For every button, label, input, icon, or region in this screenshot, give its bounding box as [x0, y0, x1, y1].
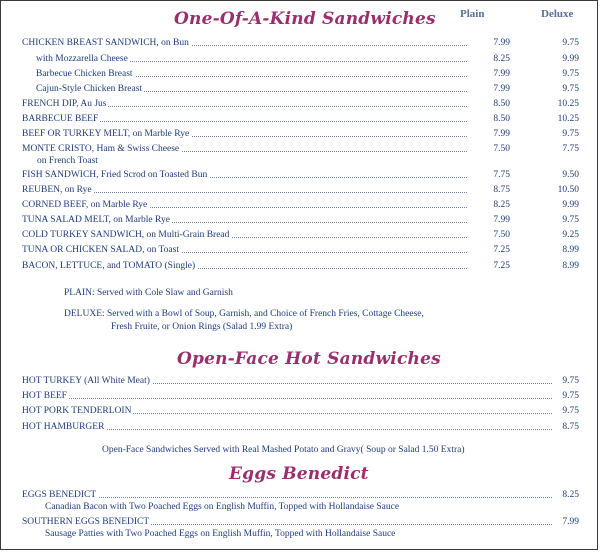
deluxe-price: 9.75 — [562, 69, 579, 79]
sandwich-row — [22, 213, 579, 228]
plain-price: 8.75 — [493, 185, 510, 195]
deluxe-note-line2: Fresh Fruite, or Onion Rings (Salad 1.99 Extra) — [111, 322, 293, 332]
sandwich-row — [22, 243, 579, 258]
sandwich-row — [22, 198, 579, 213]
sandwich-row — [22, 168, 579, 183]
eggs-row — [22, 488, 579, 503]
deluxe-price: 9.25 — [562, 230, 579, 240]
deluxe-price: 8.99 — [562, 245, 579, 255]
item-name: HOT PORK TENDERLOIN — [22, 404, 133, 419]
eggs-row — [22, 515, 579, 530]
deluxe-price: 10.25 — [557, 114, 579, 124]
dot-leader — [22, 497, 552, 498]
item-name: with Mozzarella Cheese — [36, 52, 130, 67]
item-price: 9.75 — [562, 376, 579, 386]
eggs-subline: Canadian Bacon with Two Poached Eggs on English Muffin, Topped with Hollandaise Sauce — [45, 502, 400, 512]
deluxe-price: 9.75 — [562, 38, 579, 48]
plain-price: 7.99 — [493, 215, 510, 225]
plain-price: 7.50 — [493, 230, 510, 240]
deluxe-price: 10.50 — [557, 185, 579, 195]
sandwich-row — [22, 127, 579, 142]
eggs-subline: Sausage Patties with Two Poached Eggs on English Muffin, Topped with Hollandaise Sauce — [45, 529, 396, 539]
open-face-row — [22, 420, 579, 435]
plain-price: 8.50 — [493, 99, 510, 109]
item-name: FRENCH DIP, Au Jus — [22, 97, 108, 112]
item-name: TUNA SALAD MELT, on Marble Rye — [22, 213, 172, 228]
item-name: MONTE CRISTO, Ham & Swiss Cheese — [22, 142, 181, 157]
item-price: 9.75 — [562, 406, 579, 416]
item-name: HOT HAMBURGER — [22, 420, 106, 435]
deluxe-price: 9.99 — [562, 200, 579, 210]
sandwich-row — [22, 183, 579, 198]
item-price: 8.75 — [562, 422, 579, 432]
item-name: CHICKEN BREAST SANDWICH, on Bun — [22, 36, 191, 51]
dot-leader — [22, 398, 552, 399]
item-price: 9.75 — [562, 391, 579, 401]
plain-price: 8.50 — [493, 114, 510, 124]
plain-header: Plain — [460, 8, 485, 20]
sandwich-row — [22, 36, 579, 51]
item-name: BEEF OR TURKEY MELT, on Marble Rye — [22, 127, 191, 142]
deluxe-price: 9.75 — [562, 84, 579, 94]
deluxe-price: 8.99 — [562, 261, 579, 271]
item-name: REUBEN, on Rye — [22, 183, 94, 198]
plain-price: 7.99 — [493, 84, 510, 94]
item-name: Barbecue Chicken Breast — [36, 67, 135, 82]
sandwiches-title: One-Of-A-Kind Sandwiches — [174, 9, 436, 29]
plain-price: 7.25 — [493, 261, 510, 271]
open-face-row — [22, 404, 579, 419]
item-price: 7.99 — [562, 517, 579, 527]
sandwich-row — [22, 142, 579, 157]
open-face-row — [22, 374, 579, 389]
plain-price: 8.25 — [493, 200, 510, 210]
sandwich-row — [22, 259, 579, 274]
open-face-row — [22, 389, 579, 404]
plain-price: 7.75 — [493, 170, 510, 180]
open-face-title: Open-Face Hot Sandwiches — [177, 349, 441, 369]
sandwich-row — [22, 112, 579, 127]
deluxe-header: Deluxe — [541, 8, 574, 20]
plain-price: 7.25 — [493, 245, 510, 255]
plain-price: 8.25 — [493, 54, 510, 64]
sandwich-subline: on French Toast — [37, 156, 98, 166]
item-name: HOT BEEF — [22, 389, 69, 404]
eggs-title: Eggs Benedict — [229, 464, 369, 484]
deluxe-price: 7.75 — [562, 144, 579, 154]
deluxe-price: 9.50 — [562, 170, 579, 180]
item-name: COLD TURKEY SANDWICH, on Multi-Grain Bread — [22, 228, 231, 243]
sandwich-row — [22, 52, 579, 67]
deluxe-note-line1: DELUXE: Served with a Bowl of Soup, Garnish, and Choice of French Fries, Cottage Cheese, — [64, 309, 424, 319]
plain-price: 7.99 — [493, 129, 510, 139]
deluxe-price: 9.75 — [562, 129, 579, 139]
open-face-note: Open-Face Sandwiches Served with Real Mashed Potato and Gravy( Soup or Salad 1.50 Extra) — [102, 445, 465, 455]
sandwich-row — [22, 67, 579, 82]
plain-price: 7.50 — [493, 144, 510, 154]
item-name: EGGS BENEDICT — [22, 488, 98, 503]
sandwich-row — [22, 82, 579, 97]
item-name: HOT TURKEY (All White Meat) — [22, 374, 152, 389]
deluxe-price: 9.75 — [562, 215, 579, 225]
item-name: SOUTHERN EGGS BENEDICT — [22, 515, 151, 530]
item-name: BARBECUE BEEF — [22, 112, 100, 127]
sandwich-row — [22, 228, 579, 243]
deluxe-price: 10.25 — [557, 99, 579, 109]
item-price: 8.25 — [562, 490, 579, 500]
plain-price: 7.99 — [493, 69, 510, 79]
item-name: FISH SANDWICH, Fried Scrod on Toasted Bun — [22, 168, 209, 183]
item-name: Cajun-Style Chicken Breast — [36, 82, 144, 97]
sandwich-row — [22, 97, 579, 112]
plain-price: 7.99 — [493, 38, 510, 48]
item-name: BACON, LETTUCE, and TOMATO (Single) — [22, 259, 197, 274]
plain-note: PLAIN: Served with Cole Slaw and Garnish — [64, 288, 233, 298]
deluxe-price: 9.99 — [562, 54, 579, 64]
item-name: TUNA OR CHICKEN SALAD, on Toast — [22, 243, 181, 258]
item-name: CORNED BEEF, on Marble Rye — [22, 198, 149, 213]
